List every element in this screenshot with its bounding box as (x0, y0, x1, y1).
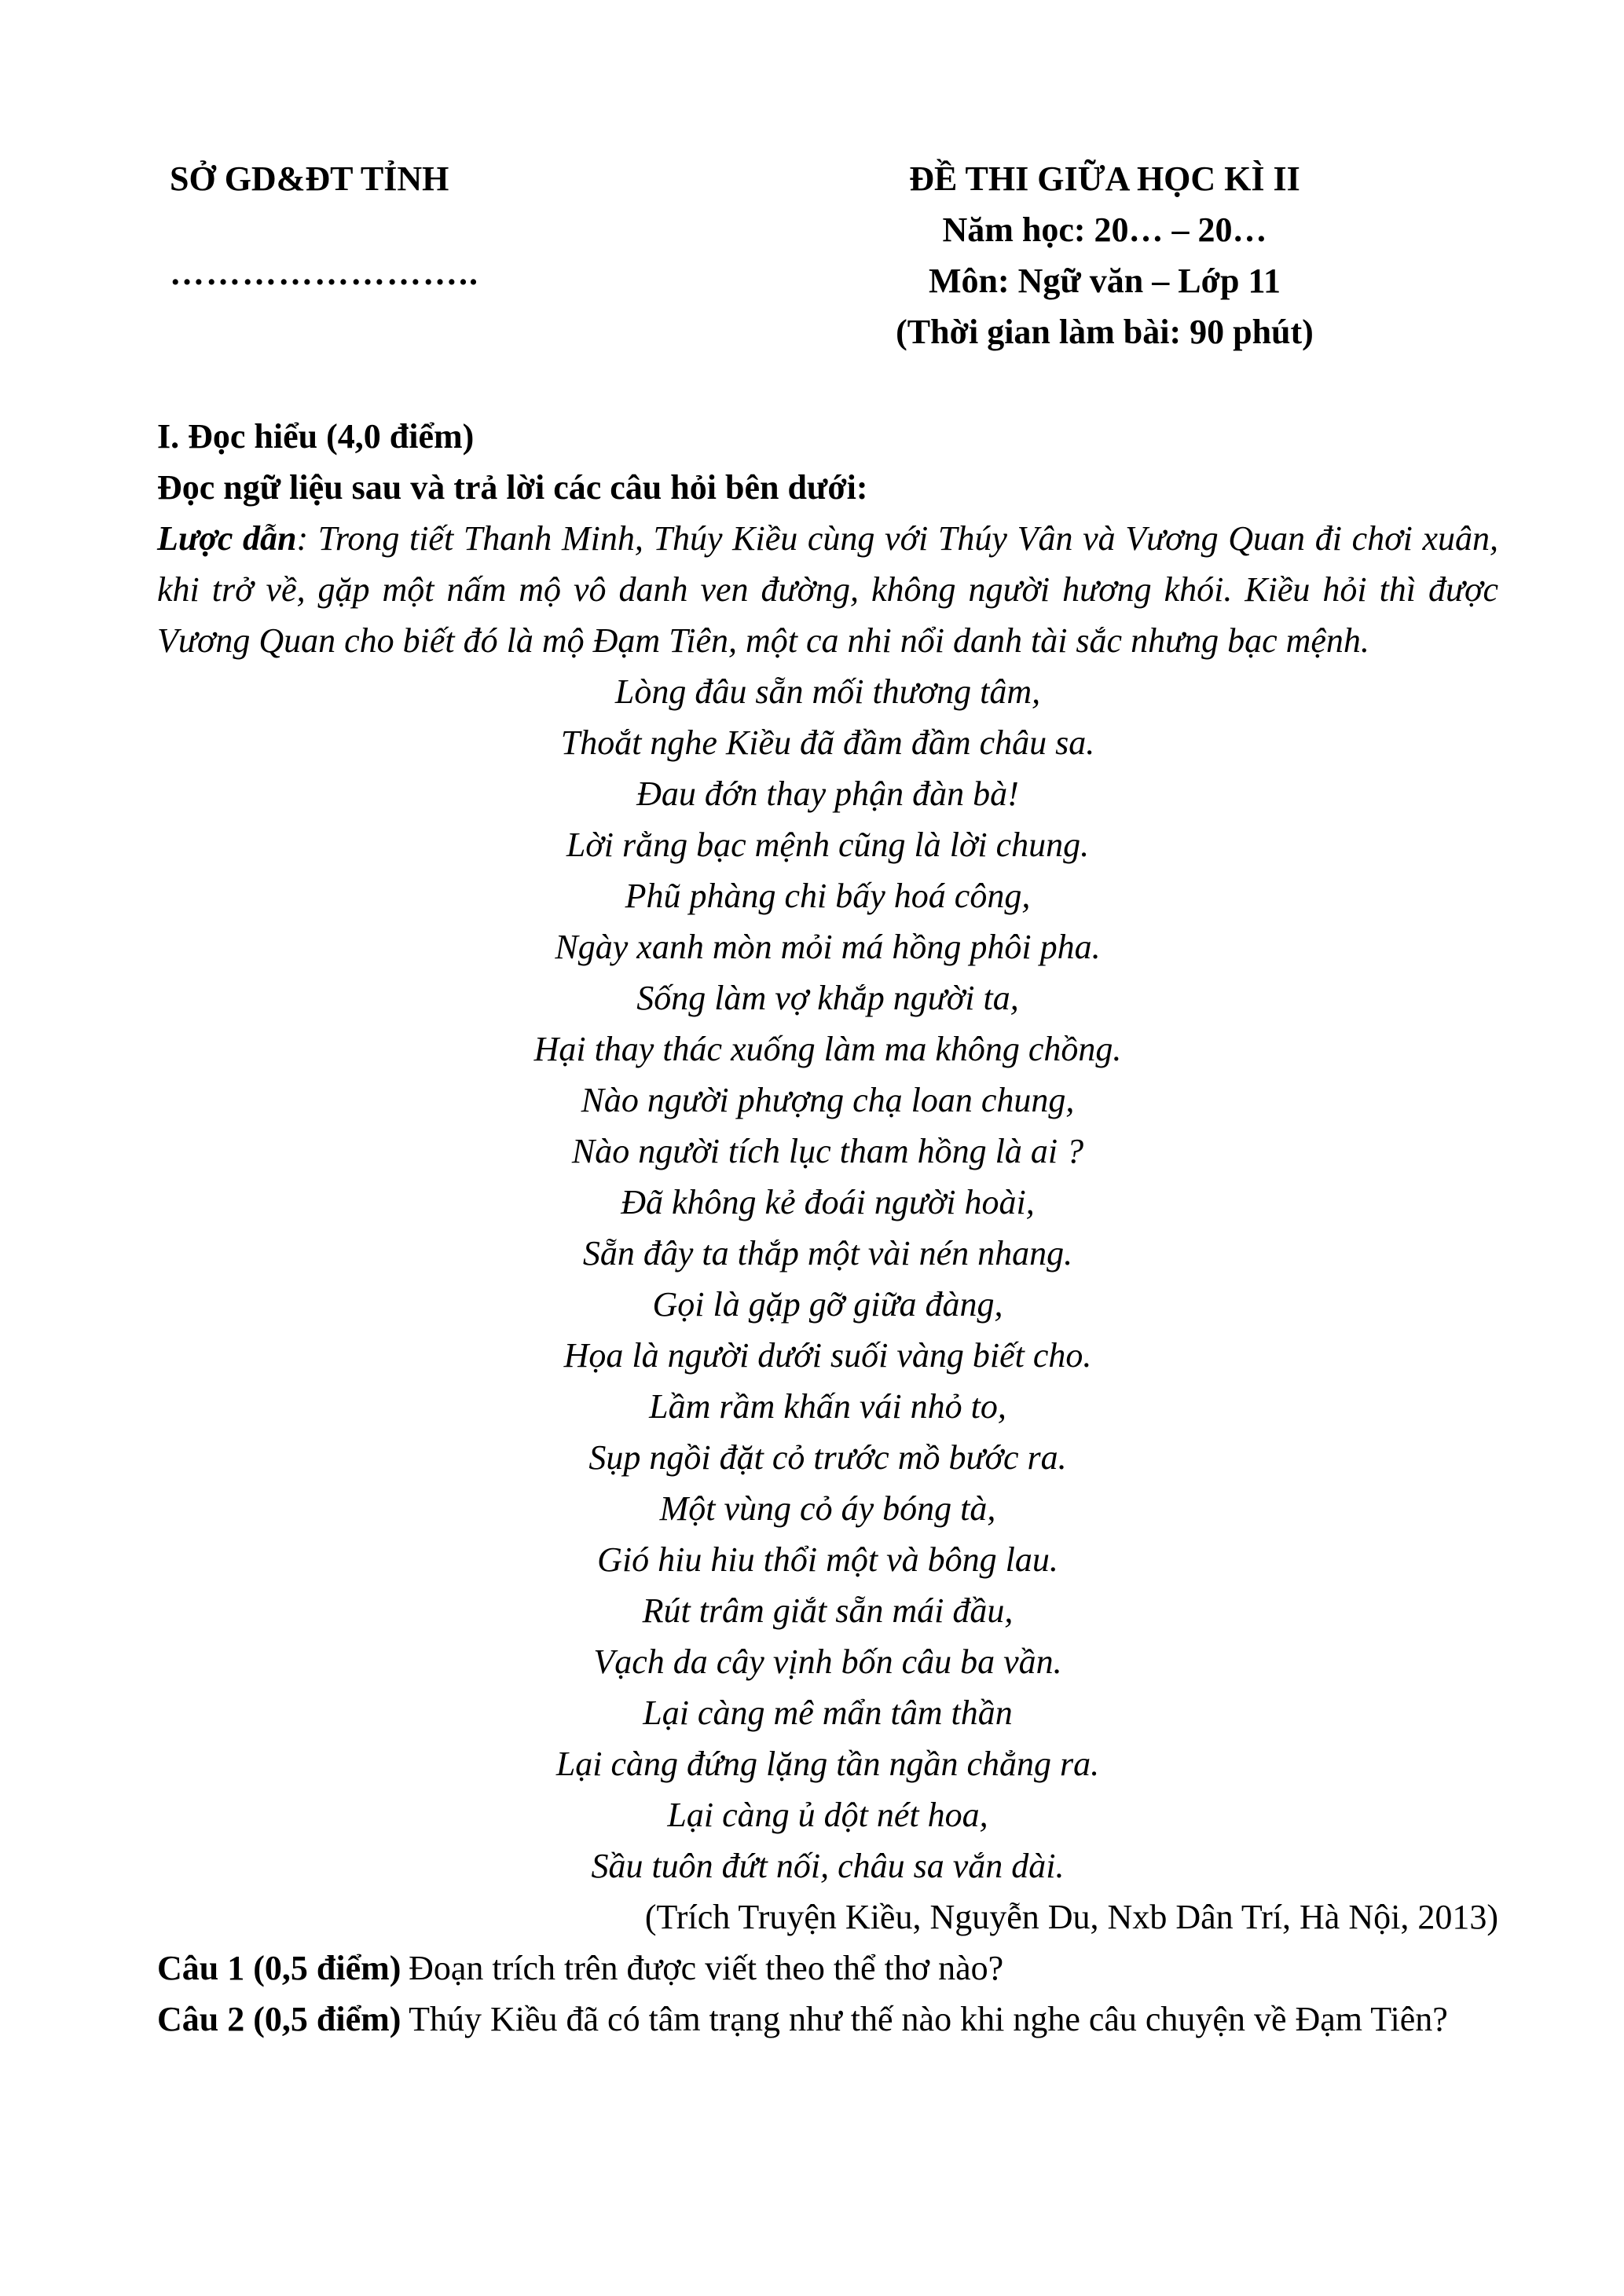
question-2-label: Câu 2 (0,5 điểm) (157, 2000, 401, 2038)
poem-line: Gọi là gặp gỡ giữa đàng, (652, 1285, 1003, 1324)
poem-line: Vạch da cây vịnh bốn câu ba vần. (593, 1642, 1062, 1681)
poem-line: Thoắt nghe Kiều đã đầm đầm châu sa. (560, 723, 1095, 762)
exam-title-block (868, 153, 1341, 357)
poem-line: Lại càng mê mẩn tâm thần (643, 1694, 1013, 1732)
exam-title: ĐỀ THI GIỮA HỌC KÌ II (909, 159, 1300, 198)
reading-comprehension-section (157, 411, 1498, 2045)
poem-line: Sẵn đây ta thắp một vài nén nhang. (582, 1234, 1073, 1273)
poem-line: Đau đớn thay phận đàn bà! (636, 774, 1019, 813)
poem-line: Lòng đâu sẵn mối thương tâm, (614, 672, 1041, 711)
poem-line: Sầu tuôn đứt nối, châu sa vắn dài. (591, 1847, 1065, 1885)
poem-line: Lầm rầm khấn vái nhỏ to, (649, 1387, 1006, 1426)
poem-line: Nào người phượng chạ loan chung, (581, 1081, 1075, 1119)
question-1-label: Câu 1 (0,5 điểm) (157, 1949, 401, 1987)
question-2 (157, 1994, 1498, 2045)
poem-citation: (Trích Truyện Kiều, Nguyễn Du, Nxb Dân Trí, Hà Nội, 2013) (644, 1898, 1498, 1936)
poem-line: Sống làm vợ khắp người ta, (636, 979, 1019, 1017)
poem-line: Hại thay thác xuống làm ma không chồng. (533, 1030, 1122, 1068)
section-heading: I. Đọc hiểu (4,0 điểm) (157, 417, 475, 456)
poem-line: Nào người tích lục tham hồng là ai ? (571, 1132, 1084, 1170)
poem-line: Một vùng cỏ áy bóng tà, (659, 1489, 996, 1528)
poem-line: Lại càng ủ dột nét hoa, (667, 1796, 988, 1834)
poem-line: Gió hiu hiu thổi một và bông lau. (597, 1540, 1058, 1579)
school-year: Năm học: 20… – 20… (942, 211, 1267, 249)
poem-line: Rút trâm giắt sẵn mái đầu, (642, 1591, 1014, 1630)
question-1 (157, 1943, 1498, 1994)
exam-header (157, 153, 1498, 357)
question-2-text: Thúy Kiều đã có tâm trạng như thế nào khi nghe câu chuyện về Đạm Tiên? (409, 2000, 1448, 2038)
authority-dotted-line: …………………….. (170, 254, 479, 292)
poem-line: Sụp ngồi đặt cỏ trước mồ bước ra. (588, 1438, 1067, 1477)
summary-paragraph (157, 513, 1498, 666)
summary-text: : Trong tiết Thanh Minh, Thúy Kiều cùng với Thúy Vân và Vương Quan đi chơi xuân, khi trở về, gặp một nấm mộ vô danh ven đường, không người hương khói. Kiều hỏi thì được Vương Quan cho biết đó là mộ Đạm Tiên, một ca nhi nổi danh tài sắc nhưng bạc mệnh. (157, 519, 1498, 660)
question-1-text: Đoạn trích trên được viết theo thể thơ nào? (409, 1949, 1004, 1987)
subject-grade: Môn: Ngữ văn – Lớp 11 (928, 262, 1281, 300)
poem-line: Lời rằng bạc mệnh cũng là lời chung. (566, 826, 1090, 864)
section-instruction: Đọc ngữ liệu sau và trả lời các câu hỏi bên dưới: (157, 468, 868, 507)
poem-line: Đã không kẻ đoái người hoài, (621, 1183, 1035, 1221)
authority-name: SỞ GD&ĐT TỈNH (170, 159, 449, 198)
poem-line: Lại càng đứng lặng tần ngần chẳng ra. (555, 1745, 1100, 1783)
exam-duration: (Thời gian làm bài: 90 phút) (896, 313, 1314, 351)
poem-excerpt (157, 666, 1498, 1891)
poem-line: Phũ phàng chi bấy hoá công, (625, 877, 1031, 915)
poem-line: Ngày xanh mòn mỏi má hồng phôi pha. (555, 928, 1101, 966)
summary-label: Lược dẫn (157, 519, 297, 558)
poem-line: Họa là người dưới suối vàng biết cho. (563, 1336, 1092, 1375)
